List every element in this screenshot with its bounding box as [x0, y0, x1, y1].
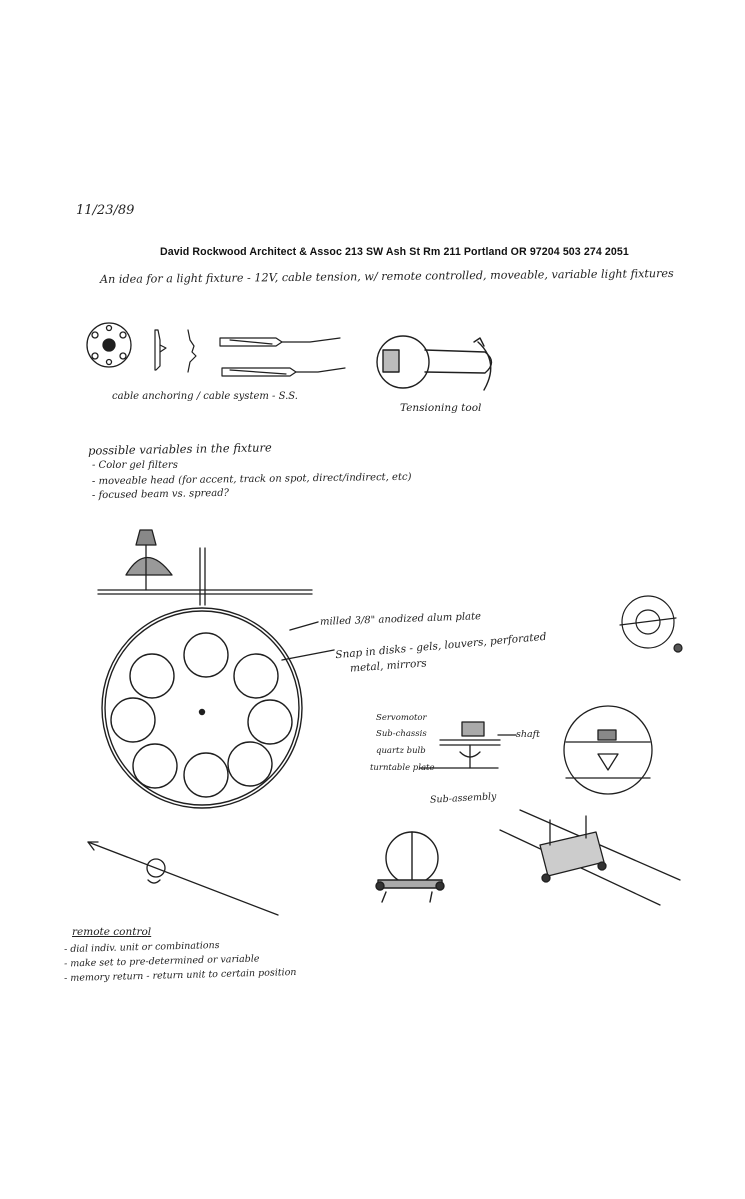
sketch-date: 11/23/89	[76, 203, 135, 218]
label-snap-in-disks-2: metal, mirrors	[349, 657, 428, 675]
label-cable-anchoring: cable anchoring / cable system - S.S.	[112, 391, 298, 402]
label-shaft: shaft	[516, 729, 540, 740]
gimbal-drawing	[620, 596, 682, 652]
label-snap-in-disks: Snap in disks - gels, louvers, perforated	[334, 630, 547, 662]
track-cart-drawing	[500, 810, 680, 905]
lamp-cable-drawing	[98, 530, 312, 605]
letterhead: David Rockwood Architect & Assoc 213 SW Ash St Rm 211 Portland OR 97204 503 274 2051	[160, 246, 629, 258]
anchor-disk-drawing	[87, 323, 131, 367]
remote-title: remote control	[72, 926, 152, 938]
variables-item: - Color gel filters	[92, 460, 178, 471]
detail-circle-drawing	[564, 706, 652, 794]
sub-assembly-drawing	[420, 722, 516, 768]
remote-item: - dial indiv. unit or combinations	[63, 939, 220, 956]
remote-item: - memory return - return unit to certain position	[63, 966, 297, 985]
label-servomotor: Servomotor	[376, 713, 427, 723]
label-turntable-plate: turntable plate	[370, 763, 435, 773]
tensioning-tool-drawing	[377, 336, 492, 390]
cable-system-drawing	[155, 330, 345, 376]
variables-title: possible variables in the fixture	[87, 440, 272, 458]
gel-disk-drawing	[102, 608, 334, 808]
label-tensioning-tool: Tensioning tool	[400, 402, 482, 414]
variables-item: - focused beam vs. spread?	[91, 487, 230, 502]
wheeled-gimbal-drawing	[376, 832, 444, 902]
headline-note: An idea for a light fixture - 12V, cable tension, w/ remote controlled, moveable, variable light fixtures	[99, 266, 674, 287]
label-quartz-bulb: quartz bulb	[376, 746, 426, 756]
diagonal-cable-drawing	[88, 842, 278, 915]
label-milled-plate: milled 3/8" anodized alum plate	[319, 611, 482, 628]
remote-item: - make set to pre-determined or variable	[63, 953, 260, 970]
label-sub-assembly: Sub-assembly	[429, 791, 497, 806]
variables-item: - moveable head (for accent, track on spot, direct/indirect, etc)	[91, 471, 412, 488]
label-sub-chassis: Sub-chassis	[376, 729, 427, 739]
